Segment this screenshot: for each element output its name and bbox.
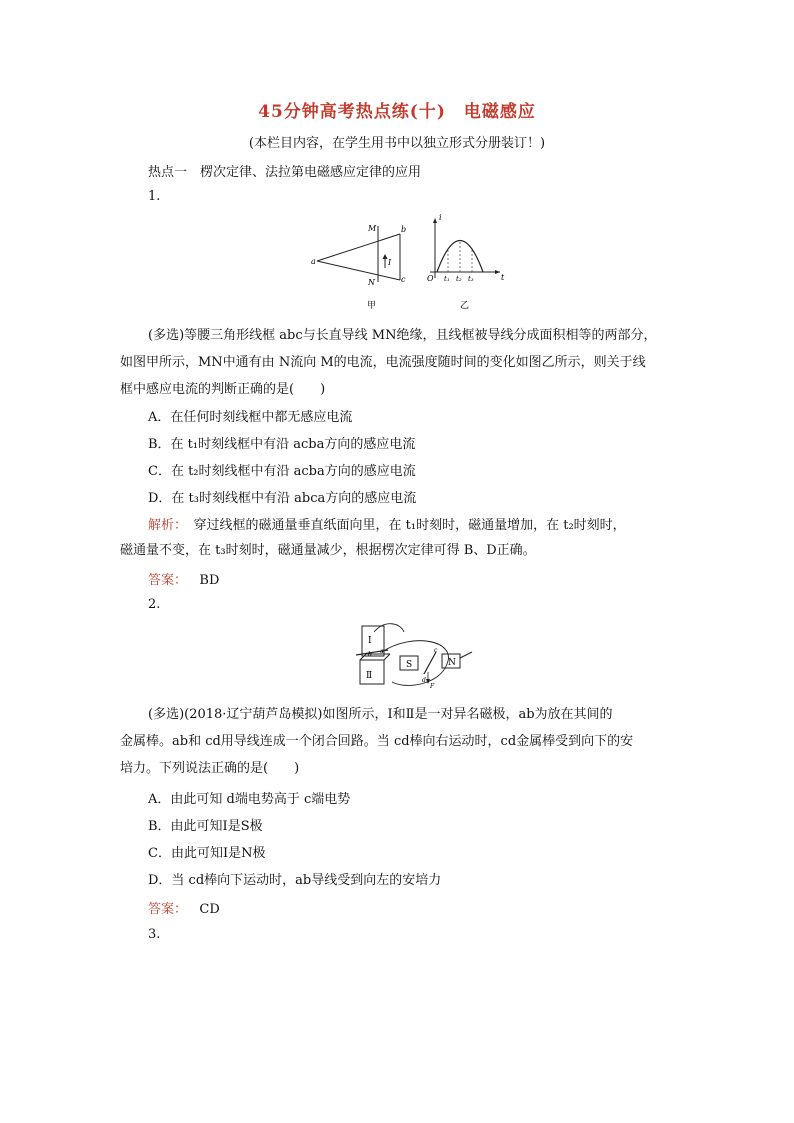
label-n: N [448, 658, 456, 668]
label-i-axis: i [439, 213, 442, 222]
label-rod-b: b [368, 651, 372, 658]
page-subtitle: (本栏目内容，在学生用书中以独立形式分册装订！) [248, 136, 546, 151]
q2-figure [352, 622, 474, 694]
label-b: b [401, 225, 407, 234]
label-i: I [388, 258, 392, 267]
label-s: S [406, 660, 413, 670]
label-rod-d: d [422, 677, 426, 684]
q2-option-a: A．由此可知 d端电势高于 c端电势 [148, 792, 351, 807]
caption-jia: 甲 [367, 301, 377, 311]
answer-label: 答案： [148, 902, 188, 917]
time-markers [448, 242, 472, 272]
label-rod-a: a [380, 648, 384, 655]
q1-option-c: C．在 t₂时刻线框中有沿 acba方向的感应电流 [148, 464, 416, 479]
q2-option-c: C．由此可知Ⅰ是N极 [148, 846, 266, 861]
q1-option-a: A．在任何时刻线框中都无感应电流 [148, 410, 353, 425]
label-rod-c: c [434, 647, 438, 654]
q2-stem-line1: (多选)(2018·辽宁葫芦岛模拟)如图所示，Ⅰ和Ⅱ是一对异名磁极，ab为放在其间的 [148, 707, 613, 722]
label-a: a [311, 257, 316, 266]
label-t1: t₁ [444, 275, 450, 283]
answer-value: CD [199, 902, 220, 917]
question-number-2: 2. [148, 597, 161, 612]
q1-stem-line3: 框中感应电流的判断正确的是( ) [120, 382, 326, 397]
q2-option-b: B．由此可知Ⅰ是S极 [148, 819, 263, 834]
label-n: N [368, 278, 375, 287]
page-title: 45分钟高考热点练(十) 电磁感应 [258, 102, 536, 122]
q1-analysis [148, 514, 626, 533]
q1-stem-line2: 如图甲所示，MN中通有由 N流向 M的电流，电流强度随时间的变化如图乙所示，则关于线 [120, 355, 646, 370]
answer-value: BD [199, 573, 220, 588]
label-c: c [401, 275, 406, 284]
q1-figure [305, 212, 520, 320]
question-number-1: 1. [148, 189, 161, 204]
label-pole-ii: Ⅱ [366, 671, 373, 681]
wire-loop [382, 641, 448, 686]
q1-stem-line1: (多选)等腰三角形线框 abc与长直导线 MN绝缘，且线框被导线分成面积相等的两部分， [148, 328, 657, 343]
question-number-3: 3. [148, 927, 161, 942]
q1-analysis-line2: 磁通量不变，在 t₃时刻时，磁通量减少，根据楞次定律可得 B、D正确。 [120, 543, 536, 558]
caption-yi: 乙 [460, 301, 470, 311]
q1-answer [148, 569, 219, 588]
q1-option-b: B．在 t₁时刻线框中有沿 acba方向的感应电流 [148, 437, 416, 452]
answer-label: 答案： [148, 573, 188, 588]
analysis-label: 解析： [148, 518, 181, 533]
label-pole-i: Ⅰ [368, 636, 372, 646]
triangle-frame [317, 234, 400, 280]
analysis-text-1: 穿过线框的磁通量垂直纸面向里，在 t₁时刻时，磁通量增加，在 t₂时刻时， [180, 518, 626, 533]
label-t3: t₃ [468, 275, 474, 283]
label-t-axis: t [501, 273, 505, 282]
q2-stem-line2: 金属棒。ab和 cd用导线连成一个闭合回路。当 cd棒向右运动时，cd金属棒受到向下的安 [120, 734, 634, 749]
section-heading: 热点一 楞次定律、法拉第电磁感应定律的应用 [148, 165, 422, 180]
current-arrow-head [383, 254, 388, 259]
rod-cd [424, 652, 436, 674]
q2-answer [148, 898, 220, 917]
q2-stem-line3: 培力。下列说法正确的是( ) [120, 761, 300, 776]
current-graph [430, 220, 500, 278]
label-force: F [430, 683, 435, 690]
q2-option-d: D．当 cd棒向下运动时，ab导线受到向左的安培力 [148, 873, 442, 888]
label-origin: O [427, 274, 434, 283]
label-m: M [368, 224, 377, 233]
q1-option-d: D．在 t₃时刻线框中有沿 abca方向的感应电流 [148, 491, 417, 506]
label-t2: t₂ [456, 275, 462, 283]
